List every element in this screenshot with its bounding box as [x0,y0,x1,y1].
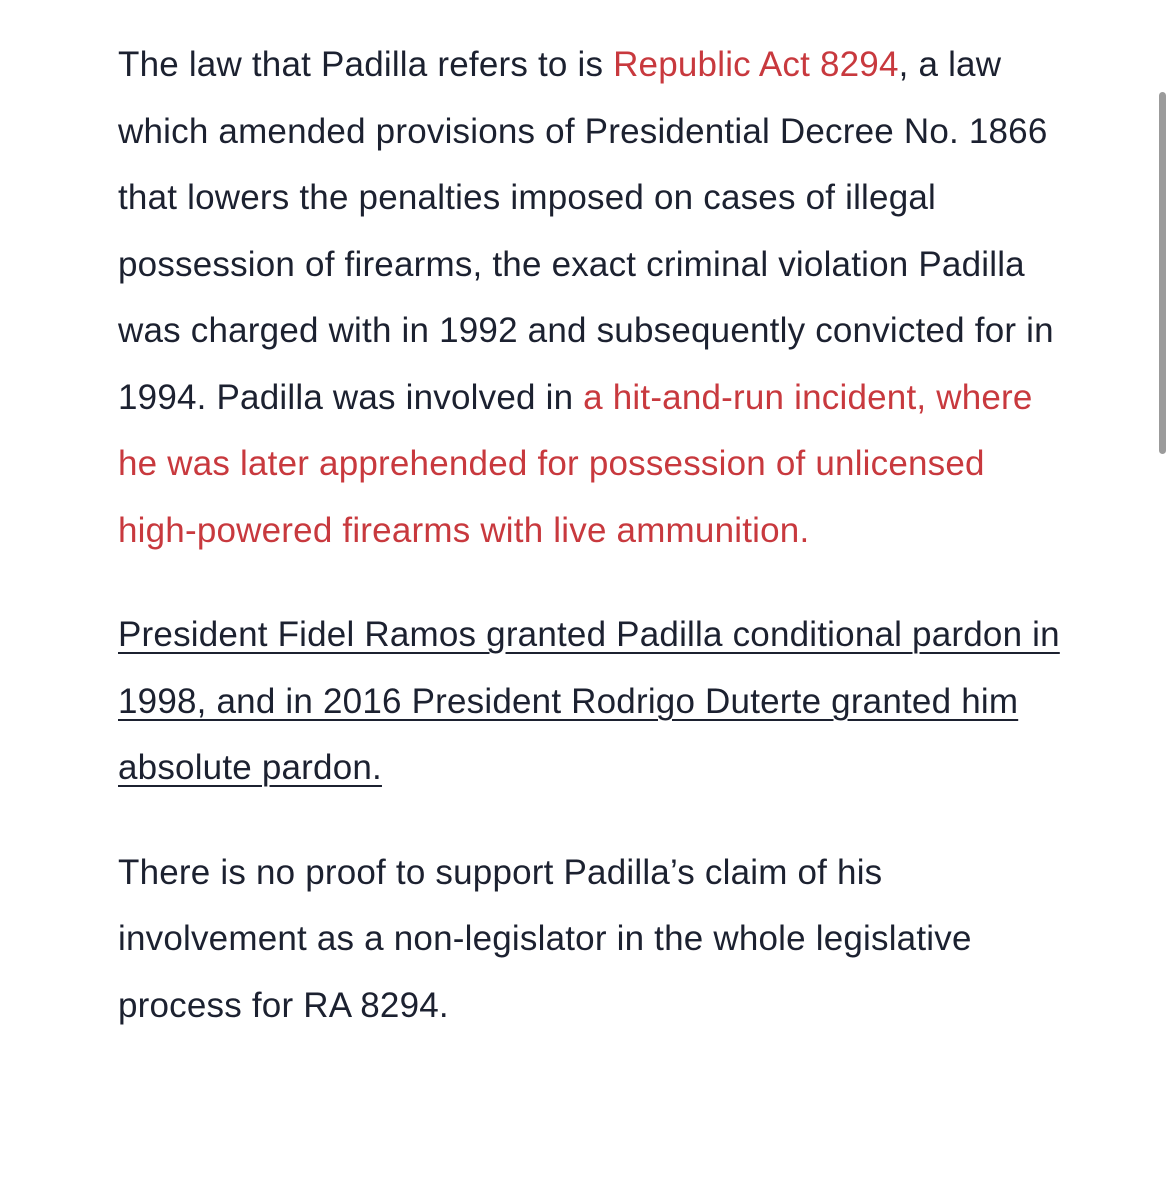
paragraph-no-proof: There is no proof to support Padilla’s claim of his involvement as a non-legislator in the whole legislative process for RA 8294. [118,852,972,1025]
paragraph-text: The law that Padilla refers to is [118,45,614,84]
republic-act-8294-link[interactable]: Republic Act 8294 [613,45,899,84]
scrollbar-thumb[interactable] [1159,92,1166,454]
paragraph-text: , a law which amended provisions of Presidential Decree No. 1866 that lowers the penalties imposed on cases of illegal possession of firearms, the exact criminal violation Padilla was charged with in 1992 and subsequently convicted for in 1994. Padilla was involved in [118,45,1054,417]
paragraph-pardon [118,602,1068,802]
hit-and-run-incident-link[interactable]: a hit-and-run incident, where he was later apprehended for possession of unlicensed high-powered firearms with live ammunition. [118,377,1033,550]
pardon-link[interactable]: President Fidel Ramos granted Padilla conditional pardon in 1998, and in 2016 President Rodrigo Duterte granted him absolute pardon. [118,615,1060,787]
article-body [118,32,1068,1039]
paragraph-law [118,32,1068,564]
